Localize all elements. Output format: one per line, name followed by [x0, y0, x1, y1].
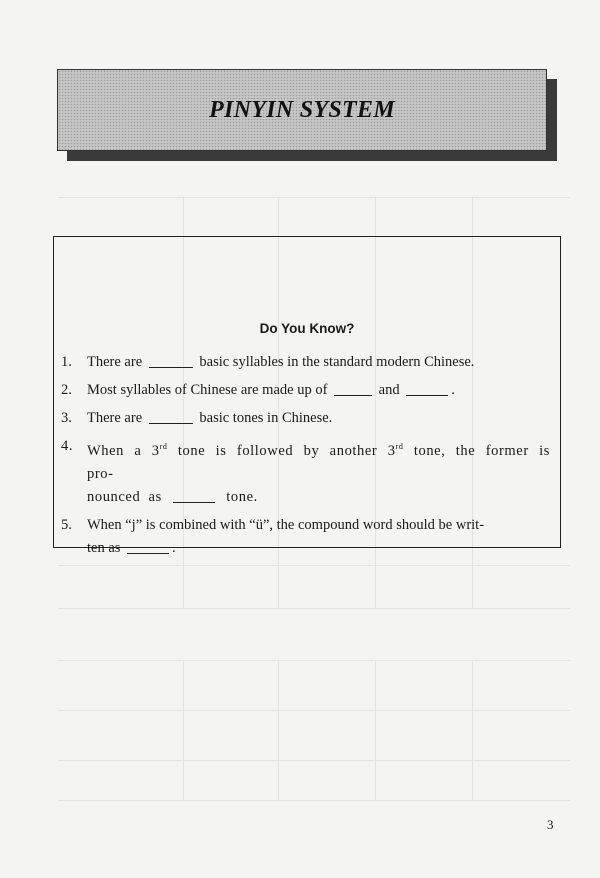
question-item — [61, 435, 550, 509]
question-text: nounced as — [87, 489, 162, 505]
bleed-through-line — [58, 710, 570, 711]
bleed-through-line — [58, 608, 570, 609]
bleed-through-line — [278, 660, 279, 800]
bleed-through-line — [58, 660, 570, 661]
question-text: basic syllables in the standard modern Chinese. — [199, 354, 475, 370]
question-text: tone is followed by another 3 — [177, 443, 396, 459]
question-item — [61, 407, 550, 430]
page-number: 3 — [547, 817, 554, 832]
superscript: rd — [395, 442, 404, 451]
question-text: There are — [87, 354, 143, 370]
question-text: tone. — [226, 489, 258, 505]
question-text: When “j” is combined with “ü”, the compound word should be writ- — [87, 517, 485, 533]
answer-blank — [149, 409, 193, 424]
question-text: basic tones in Chinese. — [199, 410, 333, 426]
question-number: 2. — [61, 382, 72, 398]
bleed-through-line — [58, 565, 570, 566]
answer-blank — [149, 353, 193, 368]
question-text: tone, the former is pro- — [87, 443, 550, 482]
bleed-through-line — [58, 800, 570, 801]
question-text: Most syllables of Chinese are made up of — [87, 382, 328, 398]
question-number: 1. — [61, 354, 72, 370]
question-number: 5. — [61, 517, 72, 533]
question-item — [61, 514, 550, 560]
answer-blank — [127, 539, 169, 554]
bleed-through-line — [183, 660, 184, 800]
banner-panel — [57, 69, 547, 151]
answer-blank — [406, 381, 448, 396]
question-text: and — [378, 382, 400, 398]
question-number: 3. — [61, 410, 72, 426]
question-number: 4. — [61, 438, 74, 454]
bleed-through-line — [472, 660, 473, 800]
bleed-through-line — [58, 197, 570, 198]
question-item — [61, 379, 550, 402]
question-list — [61, 351, 550, 565]
answer-blank — [173, 488, 215, 503]
page-title: PINYIN SYSTEM — [209, 96, 395, 123]
quiz-heading: Do You Know? — [259, 321, 355, 336]
question-text: When a 3 — [87, 443, 160, 459]
superscript: rd — [159, 442, 168, 451]
question-text: . — [172, 540, 176, 556]
bleed-through-line — [375, 660, 376, 800]
answer-blank — [334, 381, 372, 396]
do-you-know-box — [53, 236, 561, 556]
question-item — [61, 351, 550, 374]
title-banner — [57, 69, 559, 163]
bleed-through-line — [58, 760, 570, 761]
question-text: . — [451, 382, 455, 398]
question-text: ten as — [87, 540, 121, 556]
question-text: There are — [87, 410, 143, 426]
